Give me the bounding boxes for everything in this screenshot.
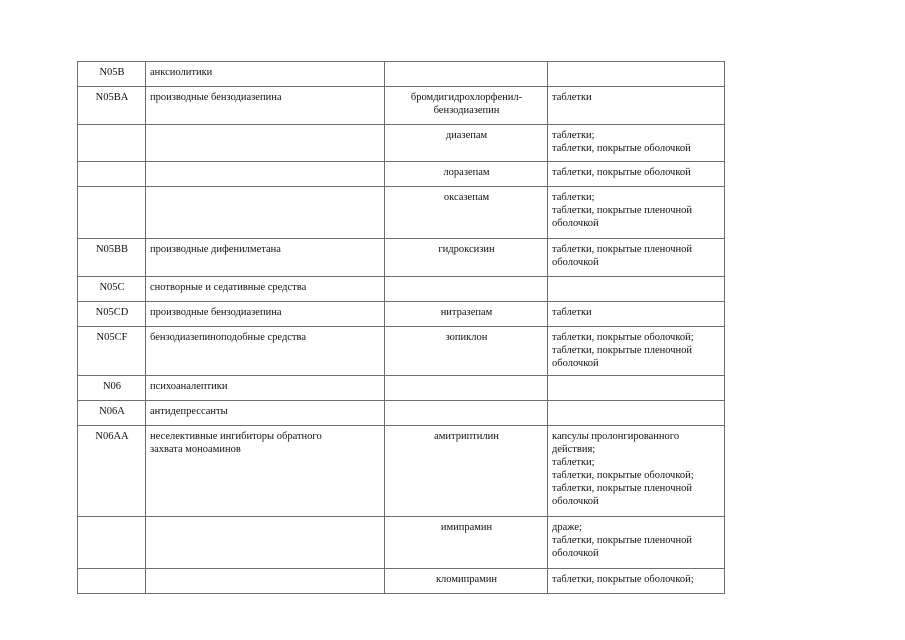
atc-code-cell — [78, 569, 146, 594]
atc-code-cell: N05BB — [78, 239, 146, 277]
group-cell: производные дифенилметана — [146, 239, 385, 277]
group-cell: производные бензодиазепина — [146, 302, 385, 327]
atc-code-cell — [78, 125, 146, 162]
drug-name-cell: имипрамин — [385, 517, 548, 569]
drug-name-cell: кломипрамин — [385, 569, 548, 594]
table-row — [78, 277, 725, 302]
table-row — [78, 87, 725, 125]
group-cell — [146, 162, 385, 187]
atc-code-cell: N05B — [78, 62, 146, 87]
table-row — [78, 239, 725, 277]
atc-code-cell: N06 — [78, 376, 146, 401]
dosage-form-cell — [548, 376, 725, 401]
drug-name-cell: лоразепам — [385, 162, 548, 187]
atc-code-cell: N05C — [78, 277, 146, 302]
group-cell — [146, 517, 385, 569]
atc-code-cell — [78, 517, 146, 569]
drug-name-cell: зопиклон — [385, 327, 548, 376]
table-row — [78, 376, 725, 401]
table-row — [78, 125, 725, 162]
group-cell — [146, 569, 385, 594]
group-cell: анксиолитики — [146, 62, 385, 87]
drug-name-cell — [385, 277, 548, 302]
group-cell: бензодиазепиноподобные средства — [146, 327, 385, 376]
table-row — [78, 62, 725, 87]
atc-code-cell — [78, 187, 146, 239]
drug-name-cell: диазепам — [385, 125, 548, 162]
dosage-form-cell: таблетки, покрытые оболочкой; — [548, 569, 725, 594]
group-cell: производные бензодиазепина — [146, 87, 385, 125]
table-row — [78, 162, 725, 187]
dosage-form-cell — [548, 277, 725, 302]
table-row — [78, 327, 725, 376]
dosage-form-cell: таблетки — [548, 302, 725, 327]
group-cell — [146, 187, 385, 239]
atc-code-cell: N05CF — [78, 327, 146, 376]
drug-name-cell: оксазепам — [385, 187, 548, 239]
atc-code-cell: N05CD — [78, 302, 146, 327]
medication-table — [77, 61, 725, 594]
table-row — [78, 569, 725, 594]
dosage-form-cell: таблетки, покрытые оболочкой; таблетки, покрытые пленочной оболочкой — [548, 327, 725, 376]
atc-code-cell: N06AA — [78, 426, 146, 517]
atc-code-cell — [78, 162, 146, 187]
dosage-form-cell: драже; таблетки, покрытые пленочной оболочкой — [548, 517, 725, 569]
table-row — [78, 517, 725, 569]
dosage-form-cell: таблетки, покрытые пленочной оболочкой — [548, 239, 725, 277]
table-row — [78, 401, 725, 426]
group-cell: неселективные ингибиторы обратного захвата моноаминов — [146, 426, 385, 517]
drug-name-cell: бромдигидрохлорфенил- бензодиазепин — [385, 87, 548, 125]
drug-name-cell — [385, 376, 548, 401]
drug-name-cell — [385, 401, 548, 426]
group-cell: антидепрессанты — [146, 401, 385, 426]
drug-name-cell: нитразепам — [385, 302, 548, 327]
drug-name-cell: амитриптилин — [385, 426, 548, 517]
dosage-form-cell — [548, 401, 725, 426]
group-cell: снотворные и седативные средства — [146, 277, 385, 302]
dosage-form-cell: таблетки; таблетки, покрытые пленочной оболочкой — [548, 187, 725, 239]
table-row — [78, 302, 725, 327]
atc-code-cell: N05BA — [78, 87, 146, 125]
drug-name-cell — [385, 62, 548, 87]
dosage-form-cell: таблетки — [548, 87, 725, 125]
group-cell — [146, 125, 385, 162]
table-row — [78, 426, 725, 517]
dosage-form-cell: таблетки; таблетки, покрытые оболочкой — [548, 125, 725, 162]
dosage-form-cell — [548, 62, 725, 87]
dosage-form-cell: капсулы пролонгированного действия; таблетки; таблетки, покрытые оболочкой; таблетки, покрытые пленочной оболочкой — [548, 426, 725, 517]
dosage-form-cell: таблетки, покрытые оболочкой — [548, 162, 725, 187]
drug-name-cell: гидроксизин — [385, 239, 548, 277]
atc-code-cell: N06A — [78, 401, 146, 426]
group-cell: психоаналептики — [146, 376, 385, 401]
table-row — [78, 187, 725, 239]
